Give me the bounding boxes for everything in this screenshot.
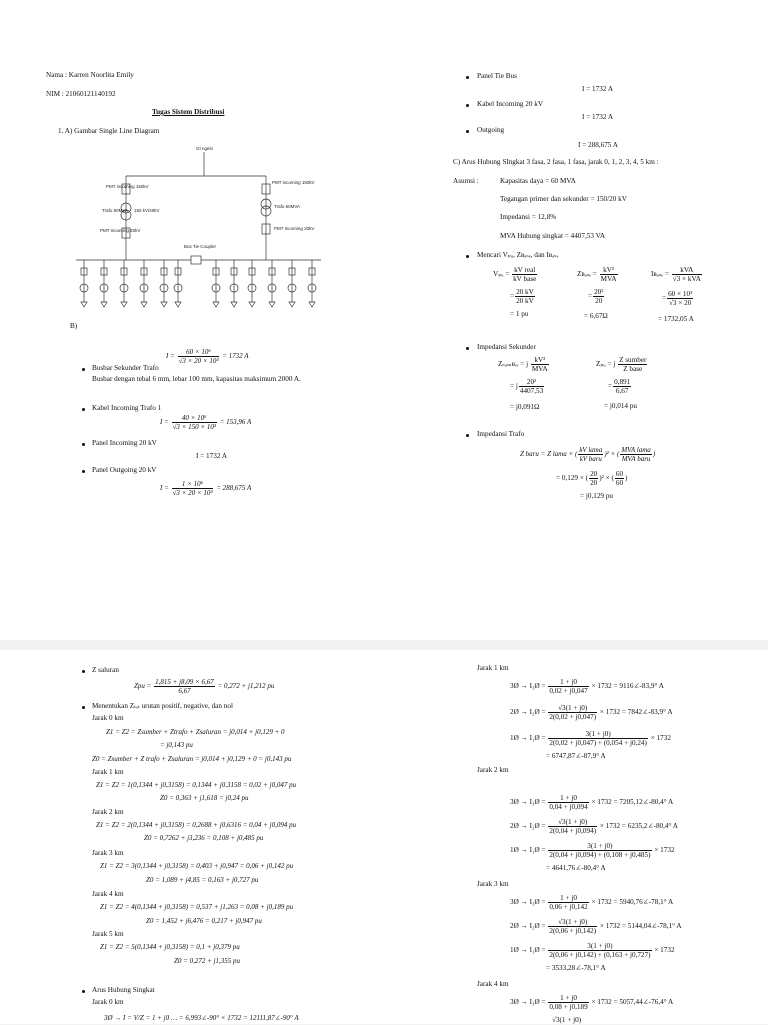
- jarak-2-line1: Z1 = Z2 = 2(0,1344 + j0,3158) = 0,2688 + j0,6316 = 0,04 + j0,094 pu: [96, 821, 297, 829]
- sld-load-arrow: [249, 302, 255, 307]
- bullet: [466, 130, 469, 133]
- jarak-3-line1: Z1 = Z2 = 3(0,1344 + j0,3158) = 0,403 + j0,947 = 0,06 + j0,142 pu: [100, 862, 294, 870]
- asumsi-label: Asumsi :: [453, 177, 479, 185]
- jarak-4-label: Jarak 4 km: [92, 890, 124, 898]
- kabel-equation: I = $\frac{\text{40 × 10⁶}}{\text{√3 × 150 × 10³}}$ = 153,96 A: [160, 414, 252, 431]
- ibase-step: = $\frac{\text{60 × 10³}}{√3 \times 20}$: [662, 290, 693, 307]
- jarak-0-line3: Z0 = Zsumber + Z trafo + Zsaluran = j0,014 + j0,129 + 0 = j0,143 pu: [92, 755, 292, 763]
- panel-outgoing-label: Panel Outgoing 20 kV: [92, 466, 157, 474]
- sld-pmt2: PMT incoming 150kV: [272, 180, 315, 185]
- r-j4-3phase: 3Ø → I₃Ø = $\frac{1 + j0}{0,08 + j0,189}$ × 1732 = 5057,44∠-76,4° A: [510, 994, 674, 1011]
- sld-load-arrow: [289, 302, 295, 307]
- ahs-jarak-0-label: Jarak 0 km: [92, 998, 124, 1006]
- jarak-4-line1: Z1 = Z2 = 4(0,1344 + j0,3158) = 0,537 + j1,263 = 0,08 + j0,189 pu: [100, 903, 294, 911]
- outgoing-label: Outgoing: [477, 126, 505, 134]
- busbar-equation: I = $\frac{\text{60 × 10⁶}}{\text{√3 × 20 × 10³}}$ = 1732 A: [166, 348, 249, 365]
- jarak-0-label: Jarak 0 km: [92, 714, 124, 722]
- r-j3-1phase-result: = 3533,28∠-78,1° A: [546, 964, 606, 972]
- zbase-equation: Zʙₐₛₑ = $\frac{\text{kV²}}{\text{MVA}}$: [577, 266, 617, 283]
- bullet: [466, 255, 469, 258]
- r-jarak-2-label: Jarak 2 km: [477, 766, 509, 774]
- panel-tie-bus-value: I = 1732 A: [582, 85, 614, 93]
- r-jarak-3-label: Jarak 3 km: [477, 880, 509, 888]
- single-line-diagram: [66, 140, 328, 318]
- z-saluran-label: Z saluran: [92, 666, 119, 674]
- sld-load-arrow: [231, 302, 237, 307]
- z-saluran-equation: Zpu = $\frac{1,815 + j8,09 \times 6,67}{6,67}$ = 0,272 + j1,212 pu: [134, 678, 275, 695]
- student-name: Nama : Karren Noorlita Emily: [46, 71, 134, 79]
- zbaru-equation: Z baru = Z lama × ( $\frac{\text{kV lama}}{\text{kV baru}}$ )² × ( $\frac{\text{MVA lama}}{\text{MVA baru}}$ ): [520, 446, 656, 463]
- sld-load-arrow: [161, 302, 167, 307]
- sld-top-label: GI ngelo: [196, 146, 214, 151]
- sld-trafo1: Trafo 60MVA: [102, 208, 129, 213]
- bullet: [82, 670, 85, 673]
- sld-trafo2: Trafo 60MVA: [274, 204, 301, 209]
- bullet: [82, 990, 85, 993]
- vpu-step: = $\frac{20 kV}{20 kV}$: [510, 288, 534, 305]
- r-j2-1phase: 1Ø → I₁Ø = $\frac{3(1 + j0)}{2(0,04 + j0,094) + (0,108 + j0,485)}$ × 1732: [510, 842, 675, 859]
- part-b-label: B): [70, 322, 78, 330]
- bullet: [82, 408, 85, 411]
- bullet: [466, 434, 469, 437]
- ahs-jarak-0-equation: 3Ø → I = V/Z = 1 + j0 … = 6,993∠-90° × 1732 = 12111,87∠-90° A: [104, 1014, 299, 1022]
- zpu-result: = j0,014 pu: [604, 402, 638, 410]
- bullet: [466, 104, 469, 107]
- bullet: [82, 368, 85, 371]
- bullet: [82, 470, 85, 473]
- sld-load-arrow: [213, 302, 219, 307]
- sld-load-arrow: [81, 302, 87, 307]
- sld-pmt-in2: PMT Incoming 20kV: [274, 226, 315, 231]
- outgoing-value: I = 288,675 A: [578, 141, 618, 149]
- r-j3-1phase: 1Ø → I₁Ø = $\frac{3(1 + j0)}{2(0,06 + j0,142) + (0,163 + j0,727)}$ × 1732: [510, 942, 675, 959]
- jarak-3-label: Jarak 3 km: [92, 849, 124, 857]
- ibase-equation: Iʙₐₛₑ = $\frac{\text{kVA}}{\text{√3 × kVA}}$: [651, 266, 701, 283]
- asumsi-1: Kapasitas daya = 60 MVA: [500, 177, 576, 185]
- student-nim: NIM : 21060121140192: [46, 90, 116, 98]
- panel-tie-bus-label: Panel Tie Bus: [477, 72, 517, 80]
- sld-pmt1: PMT incoming 150kV: [106, 184, 149, 189]
- jarak-0-line1: Z1 = Z2 = Zsumber + Ztrafo + Zsaluran = j0,014 + j0,129 + 0: [106, 728, 285, 736]
- sld-load-arrow: [309, 302, 315, 307]
- zsumber-step: = j $\frac{\text{20²}}{4407,53}$: [510, 378, 544, 395]
- sld-load-arrow: [269, 302, 275, 307]
- asumsi-3: Impedansi = 12,8%: [500, 213, 557, 221]
- asumsi-4: MVA Hubung singkat = 4407,53 VA: [500, 232, 606, 240]
- bullet: [82, 706, 85, 709]
- r-j2-2phase: 2Ø → I₂Ø = $\frac{√3(1 + j0)}{2(0,04 + j0,094)}$ × 1732 = 6235,2∠-80,4° A: [510, 818, 678, 835]
- r-jarak-1-label: Jarak 1 km: [477, 664, 509, 672]
- arus-hubung-singkat-label: Arus Hubung Singkat: [92, 986, 155, 994]
- kabel-incoming-label: Kabel Incoming 20 kV: [477, 100, 544, 108]
- question-a-heading: 1. A) Gambar Single Line Diagram: [58, 127, 160, 135]
- jarak-1-label: Jarak 1 km: [92, 768, 124, 776]
- jarak-1-line1: Z1 = Z2 = 1(0,1344 + j0,3158) = 0,1344 + j0,3158 = 0,02 + j0,047 pu: [96, 781, 297, 789]
- r-j1-2phase: 2Ø → I₂Ø = $\frac{√3(1 + j0)}{2(0,02 + j0,047)}$ × 1732 = 7842∠-83,9° A: [510, 704, 673, 721]
- part-c-title: C) Arus Hubung SIngkat 3 fasa, 2 fasa, 1 fasa, jarak 0, 1, 2, 3, 4, 5 km :: [453, 158, 659, 166]
- impedansi-trafo-label: Impedansi Trafo: [477, 430, 525, 438]
- r-j2-3phase: 3Ø → I₃Ø = $\frac{1 + j0}{0,04 + j0,094}$ × 1732 = 7205,12∠-80,4° A: [510, 794, 674, 811]
- bullet: [466, 347, 469, 350]
- panel-outgoing-equation: I = $\frac{\text{1 × 10⁶}}{\text{√3 × 20 × 10³}}$ = 288,675 A: [160, 480, 252, 497]
- jarak-0-line2: = j0,143 pu: [160, 741, 193, 749]
- r-jarak-4-label: Jarak 4 km: [477, 980, 509, 988]
- vpu-equation: Vₚᵤ = $\frac{\text{kV real}}{\text{kV base}}$: [493, 266, 537, 283]
- r-j3-2phase: 2Ø → I₂Ø = $\frac{√3(1 + j0)}{2(0,06 + j0,142)}$ × 1732 = 5144,04∠-78,1° A: [510, 918, 682, 935]
- kabel-incoming-trafo-label: Kabel Incoming Trafo 1: [92, 404, 162, 412]
- r-j1-1phase-result: = 6747,87∠-87,9° A: [546, 752, 606, 760]
- sld-tie: Bus Tie Coupler: [184, 244, 217, 249]
- sld-load-arrow: [101, 302, 107, 307]
- ibase-result: = 1732,05 A: [658, 315, 694, 323]
- asumsi-2: Tegangan primer dan sekunder = 150/20 kV: [500, 195, 627, 203]
- bullet: [82, 443, 85, 446]
- zbase-step: = $\frac{\text{20²}}{20}$: [588, 288, 604, 305]
- busbar-label: Busbar Sekunder Trafo: [92, 364, 159, 372]
- jarak-5-line2: Z0 = 0,272 + j1,355 pu: [174, 957, 241, 965]
- jarak-2-label: Jarak 2 km: [92, 808, 124, 816]
- impedansi-sekunder-label: Impedansi Sekunder: [477, 343, 536, 351]
- jarak-5-label: Jarak 5 km: [92, 930, 124, 938]
- r-j1-3phase: 3Ø → I₃Ø = $\frac{1 + j0}{0,02 + j0,047}$ × 1732 = 9116∠-83,9° A: [510, 678, 664, 695]
- panel-incoming-value: I = 1732 A: [196, 452, 228, 460]
- zpu-equation: Zₚᵤ = j $\frac{\text{Z sumber}}{\text{Z base}}$: [596, 356, 647, 373]
- sld-load-arrow: [121, 302, 127, 307]
- sld-load-arrow: [175, 302, 181, 307]
- jarak-3-line2: Z0 = 1,089 + j4,85 = 0,163 + j0,727 pu: [146, 876, 259, 884]
- zbaru-step: = 0,129 × ( $\frac{20}{20}$ )² × ( $\frac{60}{60}$ ): [556, 470, 628, 487]
- zsumber-result: = j0,091Ω: [510, 403, 540, 411]
- zbaru-result: = j0,129 pu: [580, 492, 614, 500]
- bullet: [466, 76, 469, 79]
- sld-trafo1b: 150 kV/20kV: [134, 208, 160, 213]
- jarak-2-line2: Z0 = 0,7262 + j3,236 = 0,108 + j0,485 pu: [144, 834, 264, 842]
- zbase-result: = 6,67Ω: [584, 312, 608, 320]
- sld-pmt-in1: PMT Incoming 20kV: [100, 228, 141, 233]
- document-page-2: [0, 650, 768, 1024]
- zsumber-equation: Zₛᵤₘʙₑᵣ = j $\frac{\text{kV²}}{\text{MVA}}$: [498, 356, 548, 373]
- menentukan-ztot-label: Menentukan Zₜₒₜ urutan positif, negative, dan nol: [92, 702, 233, 710]
- jarak-1-line2: Z0 = 0,363 + j1,618 = j0,24 pu: [160, 794, 249, 802]
- vpu-result: = 1 pu: [510, 310, 529, 318]
- jarak-4-line2: Z0 = 1,452 + j6,476 = 0,217 + j0,947 pu: [146, 917, 262, 925]
- r-j2-1phase-result: = 4641,76∠-80,4° A: [546, 864, 606, 872]
- sld-load-arrow: [141, 302, 147, 307]
- mencari-label: Mencari Vₚᵤ, Zʙₐₛₑ, dan Iʙₐₛₑ: [477, 251, 559, 259]
- panel-incoming-label: Panel Incoming 20 kV: [92, 439, 157, 447]
- r-j1-1phase: 1Ø → I₁Ø = $\frac{3(1 + j0)}{2(0,02 + j0,047) + (0,054 + j0,24)}$ × 1732: [510, 730, 671, 747]
- kabel-incoming-value: I = 1732 A: [582, 113, 614, 121]
- r-j4-2phase-partial: √3(1 + j0): [552, 1016, 582, 1024]
- zpu-step: = $\frac{0,891}{6,67}$: [608, 378, 631, 395]
- jarak-5-line1: Z1 = Z2 = 5(0,1344 + j0,3158) = 0,1 + j0,379 pu: [100, 943, 240, 951]
- document-title: Tugas Sistem Distribusi: [152, 108, 225, 116]
- r-j3-3phase: 3Ø → I₃Ø = $\frac{1 + j0}{0,06 + j0,142}$ × 1732 = 5940,76∠-78,1° A: [510, 894, 674, 911]
- busbar-note: Busbar dengan tebal 6 mm, lebar 100 mm, kapasitas maksimum 2000 A.: [92, 375, 301, 383]
